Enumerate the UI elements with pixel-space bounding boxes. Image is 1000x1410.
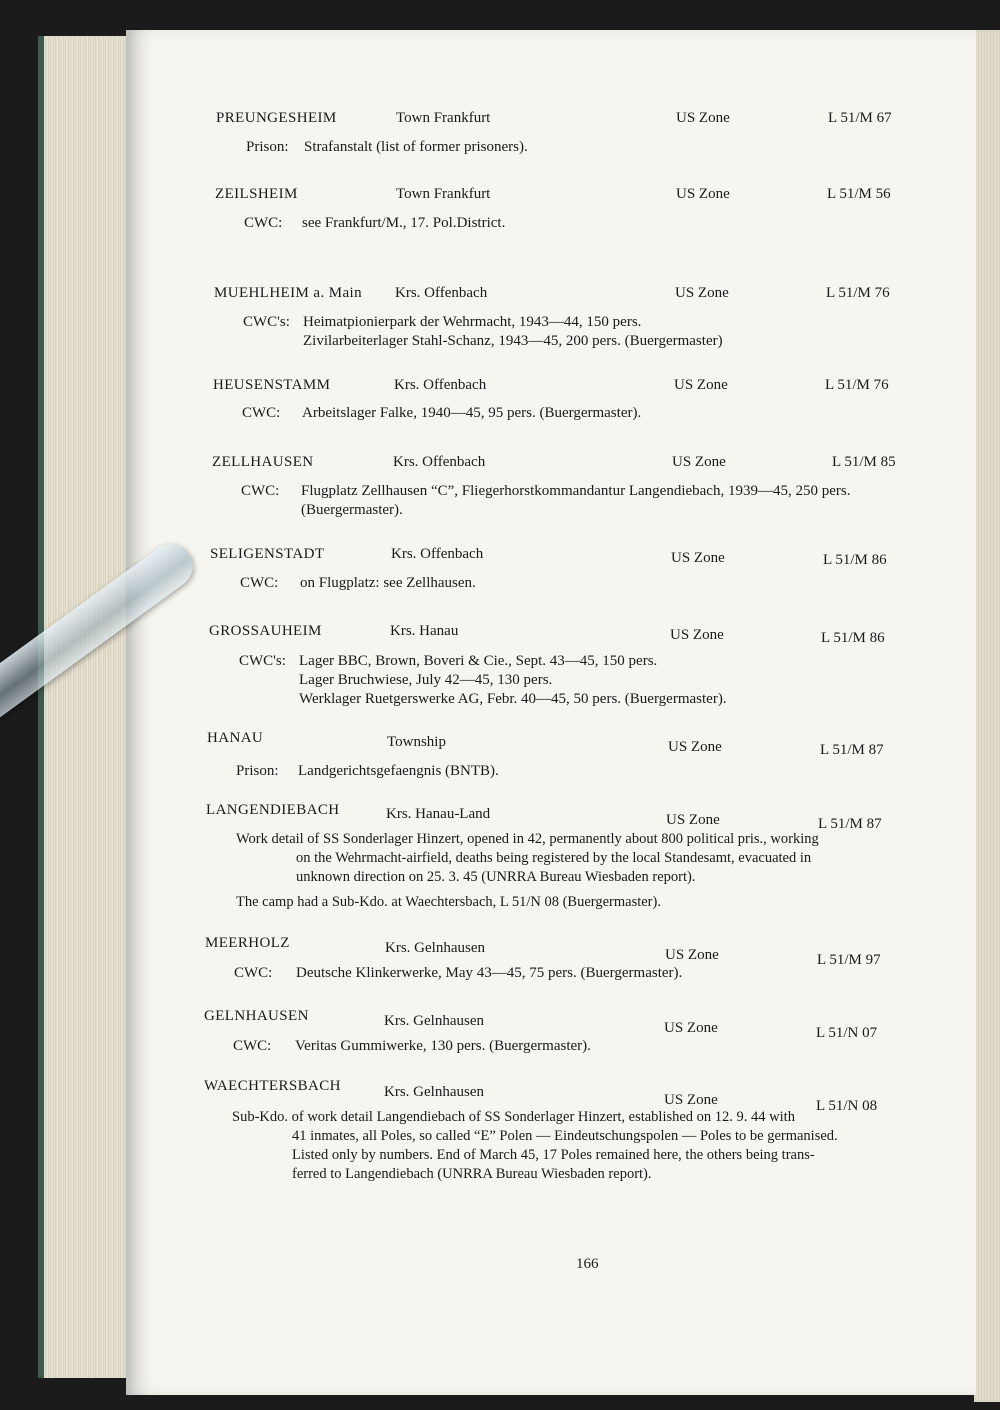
entry-body <box>246 138 528 157</box>
district: Town Frankfurt <box>396 186 491 202</box>
map-reference: L 51/M 87 <box>820 742 884 758</box>
zone: US Zone <box>664 1092 718 1108</box>
district: Krs. Gelnhausen <box>384 1013 484 1029</box>
map-reference: L 51/N 08 <box>816 1098 878 1114</box>
zone: US Zone <box>666 812 720 828</box>
map-reference: L 51/M 87 <box>818 816 882 832</box>
district: Krs. Offenbach <box>395 285 488 301</box>
map-reference: L 51/M 56 <box>827 186 891 202</box>
place-name: GROSSAUHEIM <box>209 623 322 639</box>
entry-text: Werklager Ruetgerswerke AG, Febr. 40—45, 50 pers. (Buergermaster). <box>299 691 727 707</box>
place-name: WAECHTERSBACH <box>204 1078 341 1094</box>
book-page-edges-right <box>974 30 1000 1402</box>
entry-text: Arbeitslager Falke, 1940—45, 95 pers. (Buergermaster). <box>302 405 642 421</box>
entry-text: The camp had a Sub-Kdo. at Waechtersbach, L 51/N 08 (Buergermaster). <box>236 894 661 910</box>
page-number: 166 <box>576 1256 599 1272</box>
map-reference: L 51/M 85 <box>832 454 896 470</box>
entry-body <box>243 313 723 351</box>
zone: US Zone <box>668 739 722 755</box>
entry-label: CWC's: <box>243 314 290 330</box>
entry-body <box>233 1037 591 1056</box>
entry-text: unknown direction on 25. 3. 45 (UNRRA Bureau Wiesbaden report). <box>296 869 696 885</box>
entry-text: Lager Bruchwiese, July 42—45, 130 pers. <box>299 672 553 688</box>
entry-label: Prison: <box>246 139 289 155</box>
entry-body <box>236 762 499 781</box>
district: Krs. Offenbach <box>391 546 484 562</box>
entry-text: Landgerichtsgefaengnis (BNTB). <box>298 763 499 779</box>
place-name: SELIGENSTADT <box>210 546 325 562</box>
entry-body <box>241 482 850 520</box>
entry-body <box>240 574 476 593</box>
zone: US Zone <box>676 110 730 126</box>
entry-text: Strafanstalt (list of former prisoners). <box>304 139 528 155</box>
place-name: MEERHOLZ <box>205 935 290 951</box>
place-name: LANGENDIEBACH <box>206 802 340 818</box>
entry-label: CWC: <box>242 405 281 421</box>
map-reference: L 51/M 86 <box>823 552 887 568</box>
entry-text: Heimatpionierpark der Wehrmacht, 1943—44, 150 pers. <box>303 314 642 330</box>
entry-label: CWC's: <box>239 653 286 669</box>
entry-text: Work detail of SS Sonderlager Hinzert, opened in 42, permanently about 800 political pris., working <box>236 831 819 847</box>
place-name: ZELLHAUSEN <box>212 454 314 470</box>
place-name: HANAU <box>207 730 264 746</box>
entry-text: (Buergermaster). <box>301 502 403 518</box>
entry-body <box>234 964 682 983</box>
entry-text: Sub-Kdo. of work detail Langendiebach of SS Sonderlager Hinzert, established on 12. 9. 44 with <box>232 1109 795 1125</box>
entry-label: Prison: <box>236 763 279 779</box>
district: Krs. Hanau-Land <box>386 806 491 822</box>
entry-body <box>244 214 505 233</box>
map-reference: L 51/N 07 <box>816 1025 878 1041</box>
district: Krs. Hanau <box>390 623 459 639</box>
zone: US Zone <box>671 550 725 566</box>
entry-label: CWC: <box>233 1038 272 1054</box>
district: Krs. Gelnhausen <box>384 1084 484 1100</box>
zone: US Zone <box>675 285 729 301</box>
map-reference: L 51/M 76 <box>825 377 889 393</box>
entry-label: CWC: <box>234 965 273 981</box>
place-name: GELNHAUSEN <box>204 1008 309 1024</box>
map-reference: L 51/M 76 <box>826 285 890 301</box>
entry-label: CWC: <box>240 575 279 591</box>
district: Town Frankfurt <box>396 110 491 126</box>
entry-body <box>236 830 819 912</box>
place-name: ZEILSHEIM <box>215 186 298 202</box>
entry-text: on Flugplatz: see Zellhausen. <box>300 575 476 591</box>
entry-text: Zivilarbeiterlager Stahl-Schanz, 1943—45, 200 pers. (Buergermaster) <box>303 333 723 349</box>
entry-text: on the Wehrmacht-airfield, deaths being registered by the local Standesamt, evacuated in <box>296 850 812 866</box>
map-reference: L 51/M 97 <box>817 952 881 968</box>
entry-text: Deutsche Klinkerwerke, May 43—45, 75 pers. (Buergermaster). <box>296 965 683 981</box>
map-reference: L 51/M 67 <box>828 110 892 126</box>
entry-text: Veritas Gummiwerke, 130 pers. (Buergermaster). <box>295 1038 591 1054</box>
entry-text: see Frankfurt/M., 17. Pol.District. <box>302 215 506 231</box>
district: Krs. Gelnhausen <box>385 940 485 956</box>
map-reference: L 51/M 86 <box>821 630 885 646</box>
zone: US Zone <box>676 186 730 202</box>
entry-text: Flugplatz Zellhausen “C”, Fliegerhorstkommandantur Langendiebach, 1939—45, 250 pers. <box>301 483 851 499</box>
place-name: HEUSENSTAMM <box>213 377 331 393</box>
entry-text: Lager BBC, Brown, Boveri & Cie., Sept. 43—45, 150 pers. <box>299 653 658 669</box>
entry-body <box>232 1108 838 1184</box>
entry-body <box>242 404 641 423</box>
book-page-edges <box>38 36 140 1378</box>
district: Krs. Offenbach <box>393 454 486 470</box>
entry-label: CWC: <box>244 215 283 231</box>
zone: US Zone <box>665 947 719 963</box>
entry-text: 41 inmates, all Poles, so called “E” Polen — Eindeutschungspolen — Poles to be germanised. <box>292 1128 838 1144</box>
entry-body <box>239 652 727 709</box>
zone: US Zone <box>670 627 724 643</box>
book-page <box>126 30 976 1395</box>
district: Township <box>387 734 446 750</box>
zone: US Zone <box>672 454 726 470</box>
zone: US Zone <box>674 377 728 393</box>
zone: US Zone <box>664 1020 718 1036</box>
entry-text: ferred to Langendiebach (UNRRA Bureau Wiesbaden report). <box>292 1166 652 1182</box>
place-name: PREUNGESHEIM <box>216 110 337 126</box>
district: Krs. Offenbach <box>394 377 487 393</box>
entry-text: Listed only by numbers. End of March 45, 17 Poles remained here, the others being trans- <box>292 1147 815 1163</box>
entry-label: CWC: <box>241 483 280 499</box>
place-name: MUEHLHEIM a. Main <box>214 285 363 301</box>
